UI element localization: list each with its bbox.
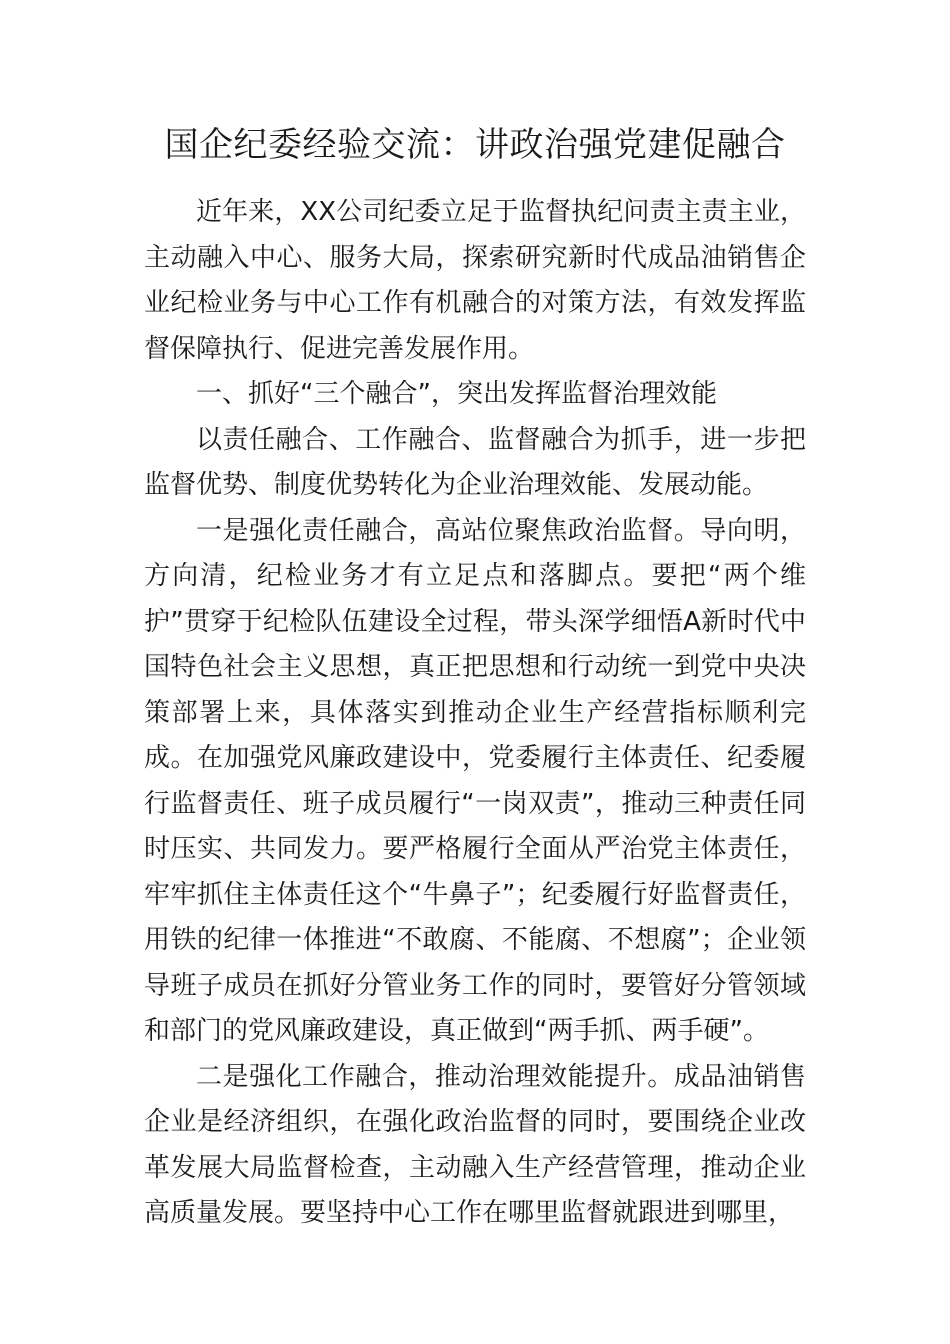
paragraph-work-integration: 二是强化工作融合，推动治理效能提升。成品油销售企业是经济组织，在强化政治监督的同时，要围绕企业改革发展大局监督检查，主动融入生产经营管理，推动企业高质量发展。要坚持中心工作在哪里监督就跟进到哪里， [144,1061,806,1228]
document-body [144,190,806,1237]
section-heading-1: 一、抓好“三个融合”，突出发挥监督治理效能 [196,379,717,409]
paragraph-section-1-summary: 以责任融合、工作融合、监督融合为抓手，进一步把监督优势、制度优势转化为企业治理效能、发展动能。 [144,424,806,500]
document-title: 国企纪委经验交流：讲政治强党建促融合 [164,125,786,165]
paragraph-intro: 近年来，XX公司纪委立足于监督执纪问责主责主业，主动融入中心、服务大局，探索研究新时代成品油销售企业纪检业务与中心工作有机融合的对策方法，有效发挥监督保障执行、促进完善发展作用。 [144,197,806,364]
paragraph-responsibility-integration: 一是强化责任融合，高站位聚焦政治监督。导向明，方向清，纪检业务才有立足点和落脚点。要把“两个维护”贯穿于纪检队伍建设全过程，带头深学细悟A新时代中国特色社会主义思想，真正把思想和行动统一到党中央决策部署上来，具体落实到推动企业生产经营指标顺利完成。在加强党风廉政建设中，党委履行主体责任、纪委履行监督责任、班子成员履行“一岗双责”，推动三种责任同时压实、共同发力。要严格履行全面从严治党主体责任，牢牢抓住主体责任这个“牛鼻子”；纪委履行好监督责任，用铁的纪律一体推进“不敢腐、不能腐、不想腐”；企业领导班子成员在抓好分管业务工作的同时，要管好分管领域和部门的党风廉政建设，真正做到“两手抓、两手硬”。 [144,515,806,1046]
